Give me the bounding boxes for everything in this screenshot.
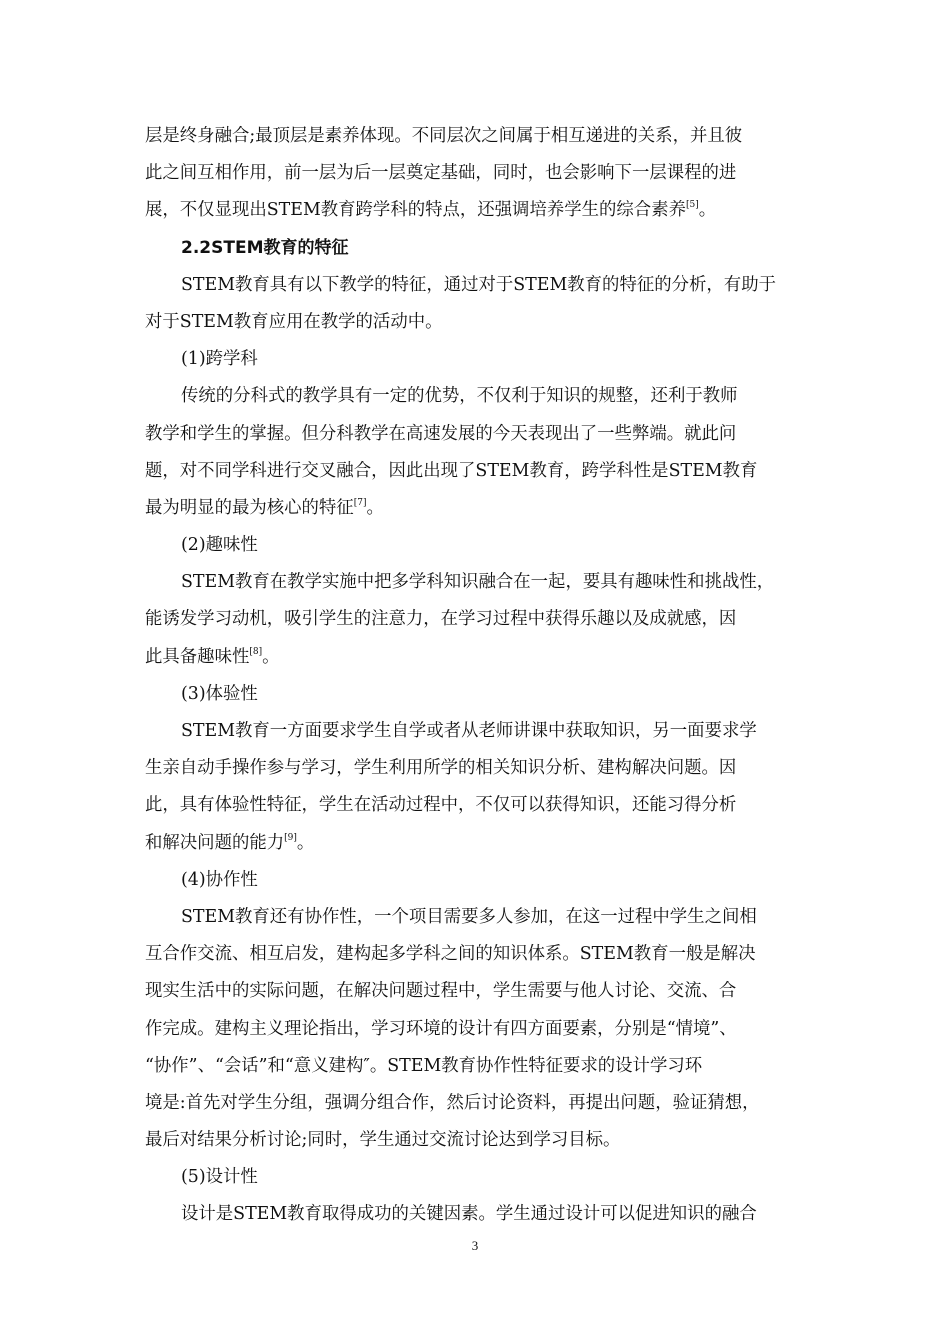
subsection-heading: (1)跨学科	[181, 349, 258, 370]
citation: [8]	[249, 646, 263, 657]
text-line: 最后对结果分析讨论;同时，学生通过交流讨论达到学习目标。	[145, 1130, 621, 1151]
text-line: 教学和学生的掌握。但分科教学在高速发展的今天表现出了一些弊端。就此问	[145, 423, 737, 444]
subsection-heading: (4)协作性	[181, 869, 258, 890]
page-number: 3	[471, 1238, 479, 1253]
text-line: 和解决问题的能力[9]。	[145, 832, 315, 853]
body-text	[145, 118, 809, 1234]
citation: [5]	[685, 200, 699, 211]
text-line: 传统的分科式的教学具有一定的优势，不仅利于知识的规整，还利于教师	[181, 386, 738, 407]
text-line: 互合作交流、相互启发，建构起多学科之间的知识体系。STEM教育一般是解决	[145, 944, 756, 965]
text-line: “协作”、“会话”和“意义建构″。STEM教育协作性特征要求的设计学习环	[145, 1055, 703, 1076]
citation: [7]	[353, 497, 367, 508]
text-line: 境是:首先对学生分组，强调分组合作，然后讨论资料，再提出问题，验证猜想，	[145, 1092, 760, 1113]
text-line: 层是终身融合;最顶层是素养体现。不同层次之间属于相互递进的关系，并且彼	[145, 126, 743, 146]
text-line: 能诱发学习动机，吸引学生的注意力，在学习过程中获得乐趣以及成就感，因	[145, 609, 737, 630]
text-line: STEM教育具有以下教学的特征，通过对于STEM教育的特征的分析，有助于	[181, 274, 776, 295]
text-line: 此之间互相作用，前一层为后一层奠定基础，同时，也会影响下一层课程的进	[145, 163, 737, 184]
text-line: 此具备趣味性[8]。	[145, 646, 280, 667]
text-line: 展，不仅显现出STEM教育跨学科的特点，还强调培养学生的综合素养[5]。	[145, 200, 717, 221]
text-line: STEM教育还有协作性，一个项目需要多人参加，在这一过程中学生之间相	[181, 906, 757, 927]
subsection-heading: (5)设计性	[181, 1167, 258, 1188]
text-line: 此，具有体验性特征，学生在活动过程中，不仅可以获得知识，还能习得分析	[145, 795, 737, 816]
text-line: STEM教育在教学实施中把多学科知识融合在一起，要具有趣味性和挑战性，	[181, 572, 775, 593]
subsection-heading: (2)趣味性	[181, 535, 258, 556]
citation: [9]	[284, 832, 297, 843]
subsection-heading: (3)体验性	[181, 683, 258, 704]
text-line: STEM教育一方面要求学生自学或者从老师讲课中获取知识，另一面要求学	[181, 721, 757, 741]
text-line: 最为明显的最为核心的特征[7]。	[145, 497, 384, 518]
text-line: 题，对不同学科进行交叉融合，因此出现了STEM教育，跨学科性是STEM教育	[145, 460, 758, 481]
section-heading: 2.2STEM教育的特征	[181, 237, 349, 258]
text-line: 生亲自动手操作参与学习，学生利用所学的相关知识分析、建构解决问题。因	[145, 758, 737, 779]
text-line: 对于STEM教育应用在教学的活动中。	[145, 311, 443, 332]
text-line: 作完成。建构主义理论指出，学习环境的设计有四方面要素，分别是“情境”、	[145, 1018, 737, 1039]
text-line: 设计是STEM教育取得成功的关键因素。学生通过设计可以促进知识的融合	[181, 1204, 757, 1225]
text-line: 现实生活中的实际问题，在解决问题过程中，学生需要与他人讨论、交流、合	[145, 981, 737, 1002]
